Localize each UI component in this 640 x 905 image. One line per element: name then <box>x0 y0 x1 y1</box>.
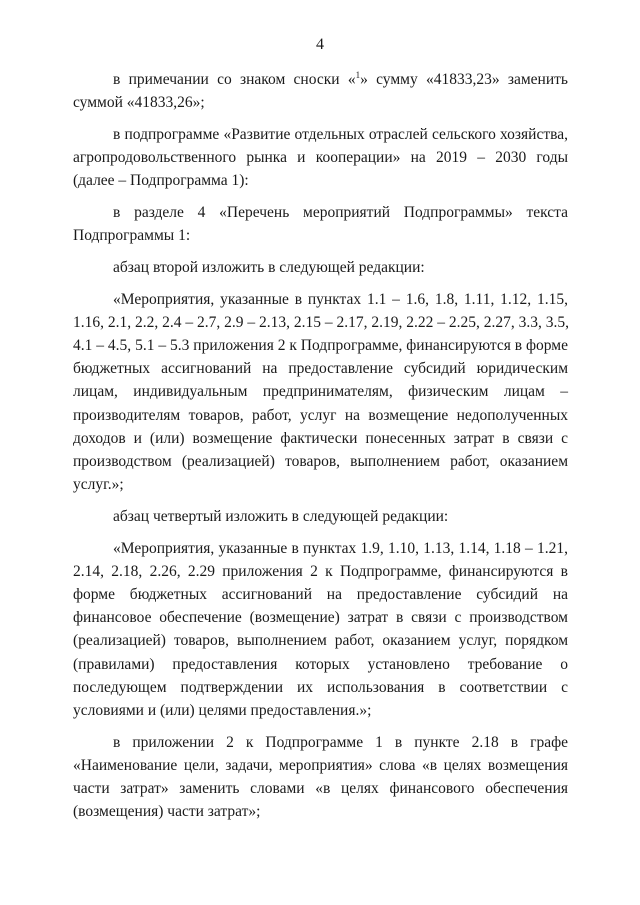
paragraph <box>73 256 568 279</box>
text-line: в приложении 2 к Подпрограмме 1 в пункте 2.18 в графе <box>113 733 568 751</box>
text-line: «Наименование цели, задачи, мероприятия» слова «в целях возмещения <box>73 756 568 774</box>
text-line: части затрат» заменить словами «в целях финансового обеспечения <box>73 780 568 798</box>
paragraph-gap <box>73 722 568 731</box>
line-text-before-footnote: в примечании со знаком сноски « <box>113 71 356 88</box>
text-line: доходов и (или) возмещение фактически понесенных затрат в связи с <box>73 429 568 447</box>
paragraph <box>73 505 568 528</box>
text-line: бюджетных ассигнований на предоставление субсидий юридическим <box>73 360 568 378</box>
text-line: агропродовольственного рынка и кооперации» на 2019 – 2030 годы <box>73 149 568 167</box>
text-line: «Мероприятия, указанные в пунктах 1.1 – 1.6, 1.8, 1.11, 1.12, 1.15, <box>113 290 568 308</box>
text-line: последующем подтверждении их использования в соответствии с <box>73 678 568 696</box>
line-text-after-footnote: » сумму «41833,23» заменить <box>360 71 568 88</box>
text-line: абзац второй изложить в следующей редакции: <box>113 258 425 276</box>
text-line: (реализацией) товаров, выполнением работ, оказанием услуг, порядком <box>73 632 568 650</box>
paragraph <box>73 731 568 824</box>
paragraph-gap <box>73 247 568 256</box>
page-number: 4 <box>316 36 324 53</box>
text-line: лицам, индивидуальным предпринимателям, физическим лицам – <box>73 383 568 401</box>
text-line: в разделе 4 «Перечень мероприятий Подпрограммы» текста <box>113 204 568 222</box>
text-line: (возмещения) части затрат»; <box>73 803 261 821</box>
paragraph <box>73 537 568 723</box>
paragraph-gap <box>73 279 568 288</box>
text-line: абзац четвертый изложить в следующей редакции: <box>113 507 449 525</box>
paragraph <box>73 288 568 497</box>
paragraph-gap <box>73 114 568 123</box>
paragraph <box>73 123 568 193</box>
text-line: «Мероприятия, указанные в пунктах 1.9, 1.10, 1.13, 1.14, 1.18 – 1.21, <box>113 539 568 557</box>
paragraph-gap <box>73 193 568 202</box>
text-line: 4.1 – 4.5, 5.1 – 5.3 приложения 2 к Подпрограмме, финансируются в форме <box>73 337 568 355</box>
text-line: условиями и (или) целями предоставления.»; <box>73 702 372 720</box>
text-line: производством (реализацией) товаров, выполнением работ, оказанием <box>73 453 568 471</box>
text-line: форме бюджетных ассигнований на предоставление субсидий на <box>73 586 568 604</box>
text-line: (правилами) предоставления которых установлено требование о <box>73 655 568 673</box>
paragraph-gap <box>73 528 568 537</box>
text-line: производителям товаров, работ, услуг на возмещение недополученных <box>73 406 568 424</box>
paragraph-gap <box>73 496 568 505</box>
paragraph <box>73 68 568 114</box>
text-line <box>73 68 568 91</box>
text-line: в подпрограмме «Развитие отдельных отраслей сельского хозяйства, <box>113 125 568 143</box>
body-text <box>73 68 568 824</box>
text-line: Подпрограммы 1: <box>73 227 191 245</box>
footnote-mark: 1 <box>355 69 361 80</box>
text-line: 2.14, 2.18, 2.26, 2.29 приложения 2 к Подпрограмме, финансируются в <box>73 562 568 580</box>
text-line: финансовое обеспечение (возмещение) затрат в связи с производством <box>73 609 568 627</box>
text-line: услуг.»; <box>73 476 124 494</box>
text-line: суммой «41833,26»; <box>73 94 205 112</box>
text-line: (далее – Подпрограмма 1): <box>73 172 249 190</box>
paragraph <box>73 201 568 247</box>
text-line: 1.16, 2.1, 2.2, 2.4 – 2.7, 2.9 – 2.13, 2.15 – 2.17, 2.19, 2.22 – 2.25, 2.27, 3.3, 3.5, <box>73 313 569 331</box>
